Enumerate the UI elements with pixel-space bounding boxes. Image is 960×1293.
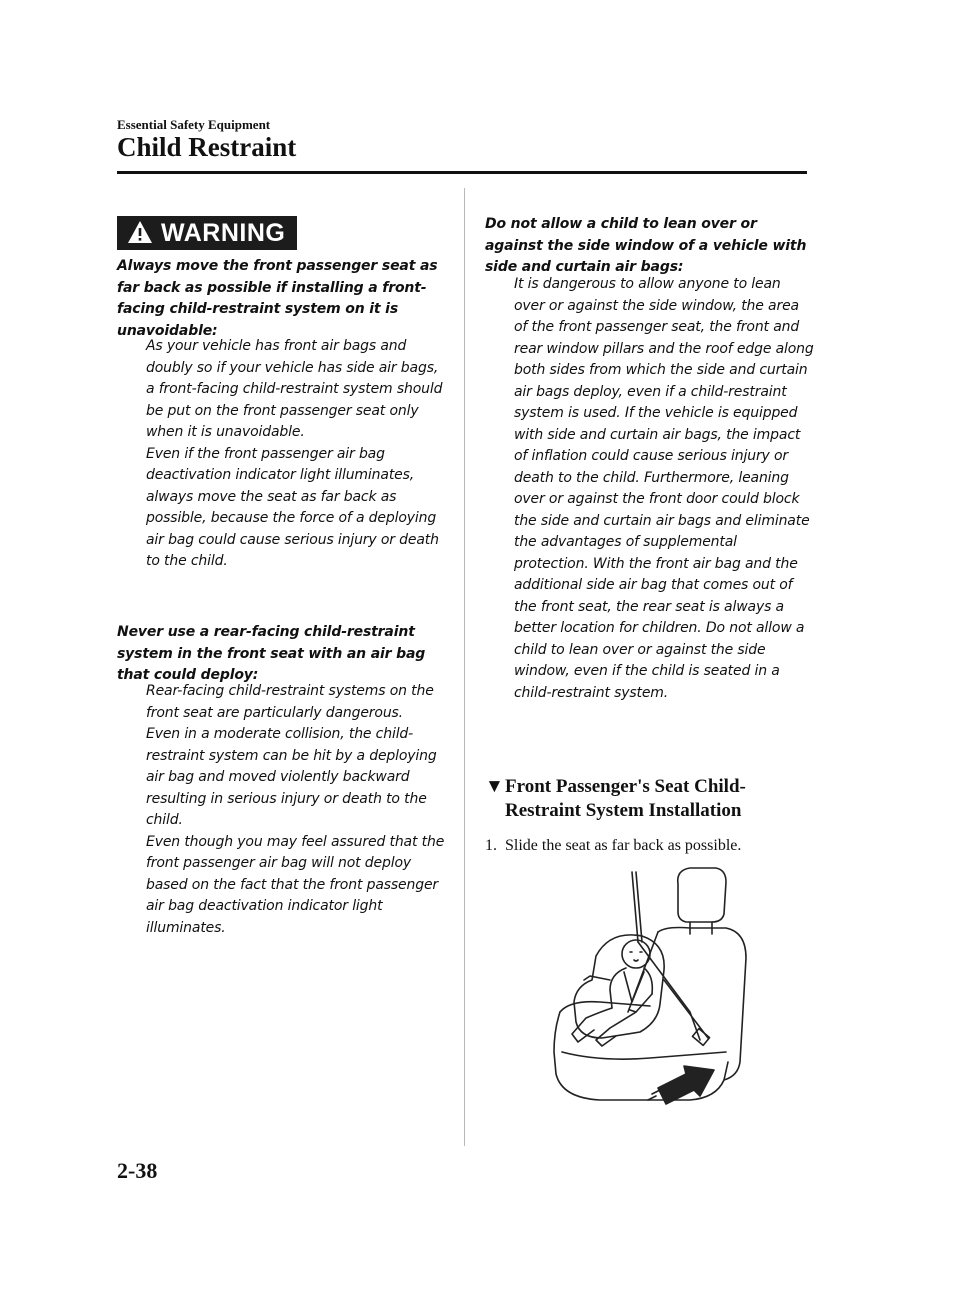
warning-paragraph: It is dangerous to allow anyone to lean over or against the side window, the area of the front passenger seat, the front and rear window pillars and the roof edge along both sides from which the side and curtain air bags deploy, even if a child-restraint system is used. If the vehicle is equipped with side and curtain air bags, the impact of inflation could cause serious injury or death to the child. Furthermore, leaning over or against the front door could block the side and curtain air bags and eliminate the advantages of supplemental protection. With the front air bag and the additional side air bag that comes out of the front seat, the rear seat is always a better location for children. Do not allow a child to lean over or against the side window, even if the child is seated in a child-restraint system. [514,276,814,701]
warning-lead-3: Do not allow a child to lean over or against the side window of a vehicle with side and curtain air bags: [485,216,807,275]
section-heading-line-2: Restraint System Installation [505,800,742,821]
warning-triangle-icon [127,220,153,244]
column-divider [464,188,465,1146]
child-seat-illustration [540,862,800,1112]
warning-body-1 [146,336,446,573]
triangle-bullet-icon: ▼ [485,776,504,797]
warning-paragraph: Even in a moderate collision, the child-restraint system can be hit by a deploying air bag and moved violently backward resulting in serious injury or death to the child. [146,726,437,828]
warning-paragraph: Rear-facing child-restraint systems on the front seat are particularly dangerous. [146,683,434,721]
section-label: Essential Safety Equipment [117,117,271,132]
section-heading-line-1: Front Passenger's Seat Child- [505,776,746,797]
warning-lead-2: Never use a rear-facing child-restraint system in the front seat with an air bag that could deploy: [117,624,426,683]
header-rule [117,171,807,174]
page-title: Child Restraint [117,132,297,162]
warning-label: WARNING [161,219,286,247]
warning-banner [117,216,297,250]
page-number: 2-38 [117,1158,158,1183]
warning-paragraph: As your vehicle has front air bags and doubly so if your vehicle has side air bags, a front-facing child-restraint system should be put on the front passenger seat only when it is unavoidable. [146,338,443,440]
step-number: 1. [485,837,497,854]
warning-lead-1: Always move the front passenger seat as far back as possible if installing a front-facing child-restraint system on it is unavoidable: [117,258,438,339]
warning-body-3 [514,274,814,704]
warning-body-2 [146,681,446,939]
warning-paragraph: Even if the front passenger air bag deactivation indicator light illuminates, always move the seat as far back as possible, because the force of a deploying air bag could cause serious injury or death to the child. [146,445,439,569]
warning-paragraph: Even though you may feel assured that the front passenger air bag will not deploy based on the fact that the front passenger air bag deactivation indicator light illuminates. [146,833,445,936]
step-item [485,836,741,856]
section-heading [485,775,746,823]
step-text: Slide the seat as far back as possible. [505,837,742,854]
